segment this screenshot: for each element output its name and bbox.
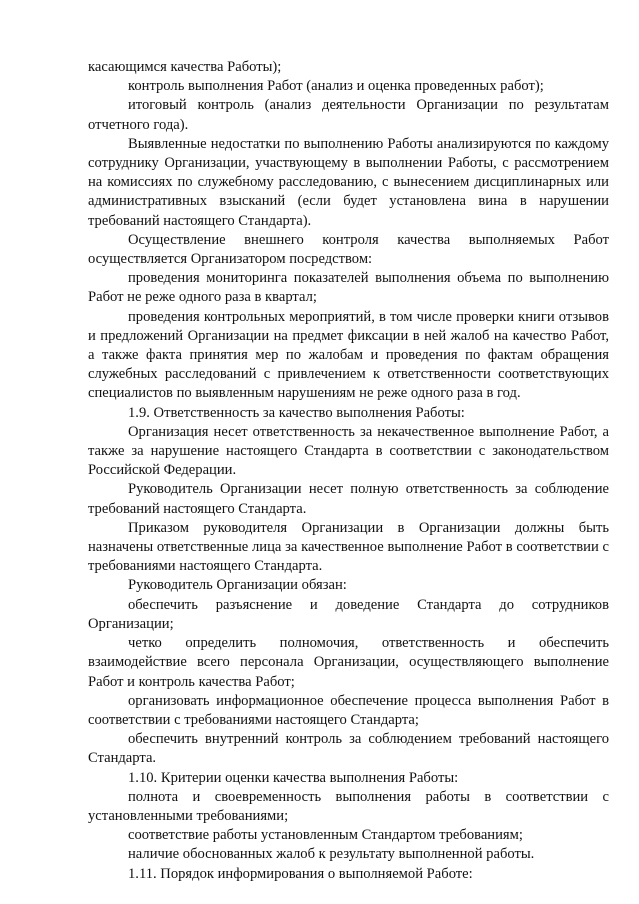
section-heading-1-10: 1.10. Критерии оценки качества выполнения Работы: — [128, 769, 459, 786]
paragraph-order-appointment: Приказом руководителя Организации в Организации должны быть назначены ответственные лица за качественное выполнение Работ в соответствии с требованиями настоящего Стандарта. — [88, 519, 609, 575]
section-heading-1-9: 1.9. Ответственность за качество выполнения Работы: — [128, 404, 465, 421]
paragraph-control-execution: контроль выполнения Работ (анализ и оценка проведенных работ); — [128, 78, 544, 95]
paragraph-internal-control: обеспечить внутренний контроль за соблюдением требований настоящего Стандарта. — [88, 731, 609, 767]
paragraph-head-obliged: Руководитель Организации обязан: — [128, 577, 347, 594]
paragraph-define-authority: четко определить полномочия, ответственность и обеспечить взаимодействие всего персонала Организации, осуществляющего выполнение Работ и контроль качества Работ; — [88, 635, 609, 690]
paragraph-external-control: Осуществление внешнего контроля качества выполняемых Работ осуществляется Организатором посредством: — [88, 231, 609, 268]
paragraph-completeness: полнота и своевременность выполнения работы в соответствии с установленными требованиями; — [88, 788, 609, 824]
paragraph-control-measures: проведения контрольных мероприятий, в том числе проверки книги отзывов и предложений Организации на предмет фиксации в ней жалоб на качество Работ, а также факта принятия мер по жалобам и проведения по фактам обращения служебных расследований с привлечением к ответственности соответствующих специалистов по выявленным нарушениям не реже одного раза в год. — [88, 308, 609, 402]
section-heading-1-11: 1.11. Порядок информирования о выполняемой Работе: — [128, 865, 473, 882]
paragraph-continuation: касающимся качества Работы); — [88, 59, 282, 75]
paragraph-organization-responsibility: Организация несет ответственность за некачественное выполнение Работ, а также за нарушение настоящего Стандарта в соответствии с законодательством Российской Федерации. — [88, 423, 609, 479]
paragraph-explain-standard: обеспечить разъяснение и доведение Стандарта до сотрудников Организации; — [88, 596, 609, 632]
paragraph-complaints: наличие обоснованных жалоб к результату выполненной работы. — [128, 846, 535, 863]
paragraph-final-control: итоговый контроль (анализ деятельности Организации по результатам отчетного года). — [88, 97, 609, 133]
paragraph-compliance: соответствие работы установленным Стандартом требованиям; — [128, 827, 523, 844]
document-page — [88, 58, 609, 884]
paragraph-deficiencies: Выявленные недостатки по выполнению Работы анализируются по каждому сотруднику Организации, участвующему в выполнении Работы, с рассмотрением на комиссиях по служебному расследованию, с вынесением дисциплинарных или административных взысканий (если будет установлена вина в нарушении требований настоящего Стандарта). — [88, 135, 609, 229]
paragraph-information-support: организовать информационное обеспечение процесса выполнения Работ в соответствии с требованиями настоящего Стандарта; — [88, 692, 609, 728]
paragraph-monitoring: проведения мониторинга показателей выполнения объема по выполнению Работ не реже одного раза в квартал; — [88, 270, 609, 306]
paragraph-head-responsibility: Руководитель Организации несет полную ответственность за соблюдение требований настоящего Стандарта. — [88, 481, 609, 517]
